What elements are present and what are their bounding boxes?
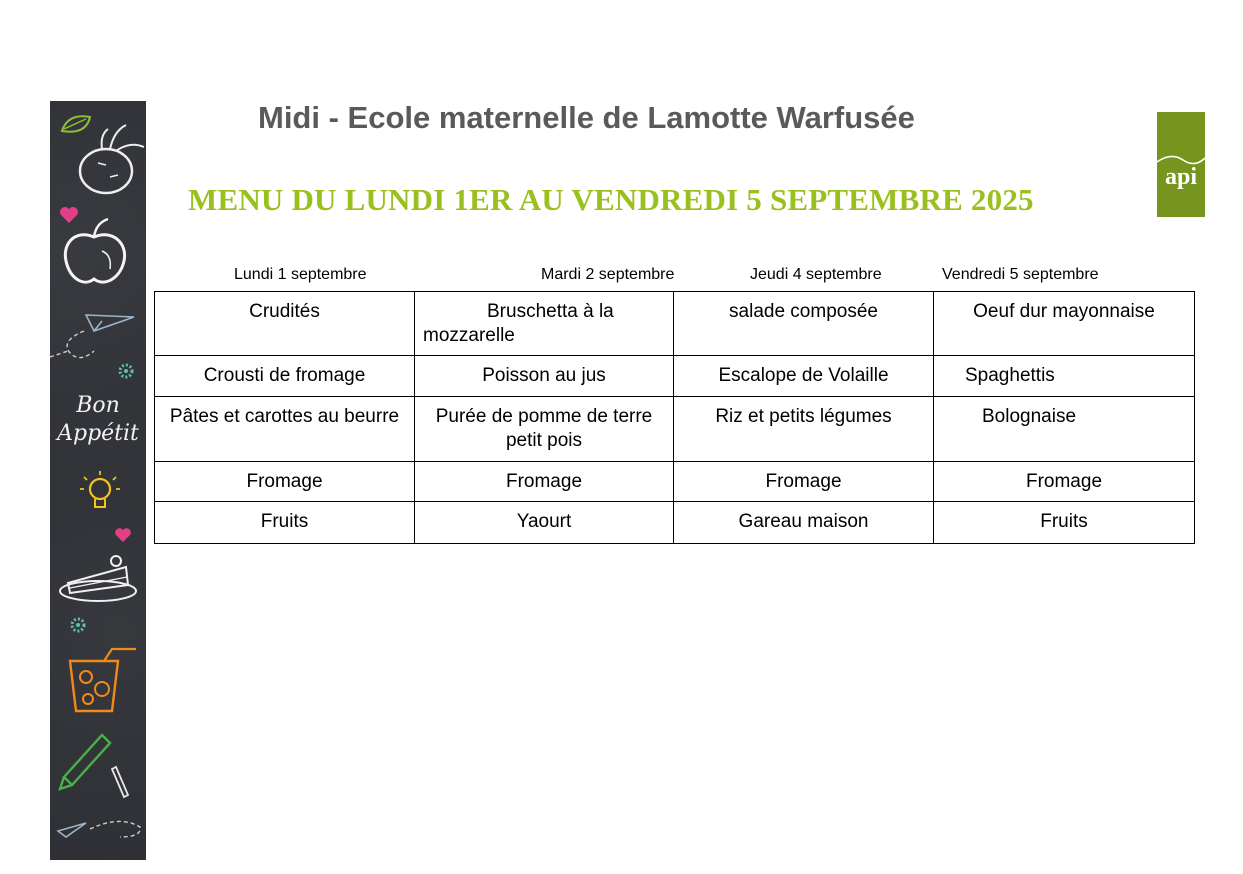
- menu-cell: Yaourt: [415, 502, 674, 544]
- menu-cell-text: Bruschetta à la mozzarelle: [423, 301, 614, 346]
- menu-cell: Crudités: [155, 292, 415, 356]
- day-header-mardi: Mardi 2 septembre: [541, 266, 675, 283]
- day-header-lundi: Lundi 1 septembre: [234, 266, 367, 283]
- juice-glass-icon: [50, 641, 146, 717]
- menu-cell: salade composée: [674, 292, 934, 356]
- page-title: Midi - Ecole maternelle de Lamotte Warfusée: [258, 100, 915, 135]
- paper-plane-icon: [50, 813, 146, 853]
- lightbulb-icon: [50, 467, 146, 517]
- day-header-vendredi: Vendredi 5 septembre: [942, 266, 1099, 283]
- menu-cell: Spaghettis: [934, 356, 1195, 397]
- wave-icon: [1157, 112, 1205, 172]
- menu-cell: Poisson au jus: [415, 356, 674, 397]
- menu-cell: Fruits: [934, 502, 1195, 544]
- api-logo: [1157, 112, 1205, 217]
- menu-cell: Fromage: [674, 462, 934, 502]
- beet-icon: [50, 121, 146, 201]
- menu-cell: Pâtes et carottes au beurre: [155, 397, 415, 462]
- menu-cell: Bolognaise: [934, 397, 1195, 462]
- menu-cell: Escalope de Volaille: [674, 356, 934, 397]
- table-row: [155, 502, 1195, 544]
- menu-cell: Gareau maison: [674, 502, 934, 544]
- table-row: [155, 462, 1195, 502]
- menu-cell: Purée de pomme de terre petit pois: [415, 397, 674, 462]
- cake-icon: [50, 541, 146, 611]
- appetit-text: Appétit: [57, 421, 139, 446]
- table-row: [155, 356, 1195, 397]
- menu-subtitle: MENU DU LUNDI 1ER AU VENDREDI 5 SEPTEMBRE 2025: [188, 182, 1034, 217]
- flower-icon: [50, 613, 146, 637]
- menu-cell: Fromage: [415, 462, 674, 502]
- table-row: [155, 397, 1195, 462]
- apple-icon: [50, 211, 146, 291]
- menu-cell: Riz et petits légumes: [674, 397, 934, 462]
- table-row: [155, 292, 1195, 356]
- day-header-jeudi: Jeudi 4 septembre: [750, 266, 882, 283]
- menu-table: [154, 291, 1195, 544]
- menu-cell: Crousti de fromage: [155, 356, 415, 397]
- logo-text: api: [1164, 164, 1197, 190]
- chalkboard-strip: [50, 101, 146, 860]
- flower-icon: [50, 359, 146, 383]
- menu-cell: Oeuf dur mayonnaise: [934, 292, 1195, 356]
- menu-cell: [415, 292, 674, 356]
- menu-cell: Fromage: [155, 462, 415, 502]
- menu-cell: Fromage: [934, 462, 1195, 502]
- menu-cell: Fruits: [155, 502, 415, 544]
- pencil-icon: [50, 725, 146, 811]
- bon-text: Bon: [76, 393, 120, 418]
